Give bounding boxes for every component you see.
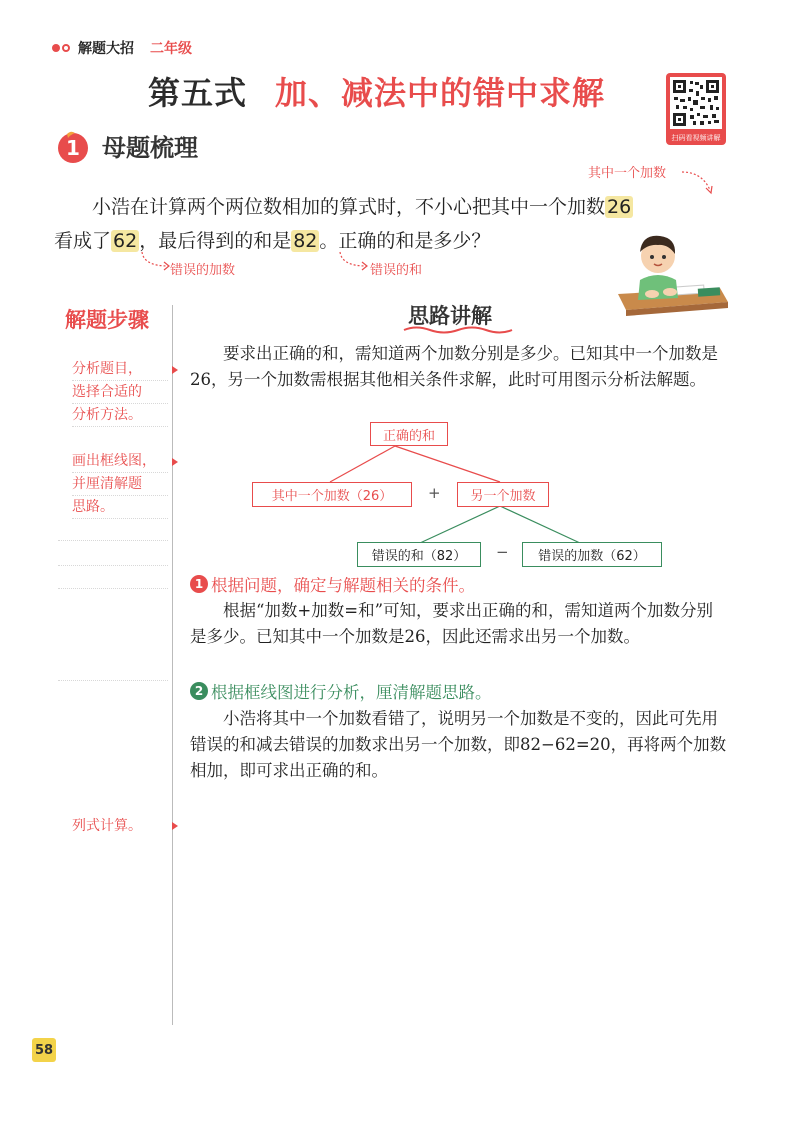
step-marker-icon	[172, 458, 178, 466]
problem-num-82: 82	[293, 230, 318, 252]
divider	[58, 680, 168, 681]
title-part1: 第五式	[148, 74, 248, 112]
point-1-text: 根据“加数+加数=和”可知，要求出正确的和，需知道两个加数分别是多少。已知其中一个加数是26，因此还需求出另一个加数。	[190, 601, 714, 646]
header-bar	[52, 38, 192, 58]
node-wrong-sum: 错误的和（82）	[357, 542, 481, 567]
column-divider	[172, 305, 173, 1025]
steps-title: 解题步骤	[65, 308, 149, 332]
step-2	[72, 450, 168, 519]
qr-caption: 扫码看视频讲解	[671, 134, 721, 142]
problem-line-2	[54, 226, 490, 253]
problem-text-1: 小浩在计算两个两位数相加的算式时，不小心把其中一个加数	[92, 196, 606, 218]
section-number: 1	[66, 136, 80, 160]
step-1-line-3: 分析方法。	[72, 404, 168, 427]
point-2-body	[190, 706, 728, 784]
arrow-icon	[680, 168, 720, 198]
annotation-one-addend: 其中一个加数	[588, 166, 667, 181]
idea-intro	[190, 341, 728, 393]
page-number: 58	[32, 1038, 56, 1062]
divider	[58, 540, 168, 541]
point-1-body	[190, 598, 728, 650]
step-2-line-3: 思路。	[72, 496, 168, 519]
point-1-title: 根据问题，确定与解题相关的条件。	[211, 576, 475, 595]
section-title: 母题梳理	[102, 134, 198, 162]
step-1-line-1: 分析题目，	[72, 358, 168, 381]
step-1-line-2: 选择合适的	[72, 381, 168, 404]
point-2-text: 小浩将其中一个加数看错了，说明另一个加数是不变的，因此可先用错误的和减去错误的加数求出另一个加数，即82−62=20，再将两个加数相加，即可求出正确的和。	[190, 709, 727, 780]
step-2-line-1: 画出框线图，	[72, 450, 168, 473]
problem-text-2a: 看成了	[54, 230, 112, 252]
idea-title: 思路讲解	[408, 304, 492, 328]
problem-text-2c: 。正确的和是多少？	[319, 230, 491, 252]
divider	[58, 588, 168, 589]
problem-text-2b: ，最后得到的和是	[139, 230, 292, 252]
node-correct-sum: 正确的和	[370, 422, 448, 446]
point-1-number: 1	[190, 575, 208, 593]
point-2-title: 根据框线图进行分析，厘清解题思路。	[211, 683, 492, 702]
point-1-heading	[190, 572, 475, 596]
divider	[58, 565, 168, 566]
node-other-addend: 另一个加数	[457, 482, 549, 507]
step-3-line-1: 列式计算。	[72, 818, 142, 834]
minus-sign: −	[496, 543, 509, 561]
node-wrong-addend: 错误的加数（62）	[522, 542, 662, 567]
problem-num-62: 62	[113, 230, 138, 252]
point-2-heading	[190, 679, 492, 703]
problem-line-1	[92, 192, 633, 219]
grade-label: 二年级	[150, 41, 192, 57]
step-2-line-2: 并厘清解题	[72, 473, 168, 496]
annotation-wrong-sum: 错误的和	[370, 263, 423, 278]
page-title	[148, 68, 605, 114]
plus-sign: +	[428, 484, 441, 502]
section-badge	[53, 128, 93, 164]
qr-code[interactable]	[666, 73, 726, 145]
step-marker-icon	[172, 366, 178, 374]
step-marker-icon	[172, 822, 178, 830]
node-one-addend: 其中一个加数（26）	[252, 482, 412, 507]
step-3	[72, 815, 168, 837]
step-1	[72, 358, 168, 427]
series-name: 解题大招	[78, 41, 134, 57]
header-dots-icon	[52, 44, 70, 52]
title-part2: 加、减法中的错中求解	[275, 74, 606, 112]
student-illustration	[612, 232, 730, 322]
problem-num-26: 26	[607, 196, 632, 218]
qr-code-icon	[666, 73, 726, 145]
annotation-wrong-addend: 错误的加数	[170, 263, 236, 278]
idea-intro-text: 要求出正确的和，需知道两个加数分别是多少。已知其中一个加数是26，另一个加数需根据其他相关条件求解，此时可用图示分析法解题。	[190, 344, 718, 389]
point-2-number: 2	[190, 682, 208, 700]
